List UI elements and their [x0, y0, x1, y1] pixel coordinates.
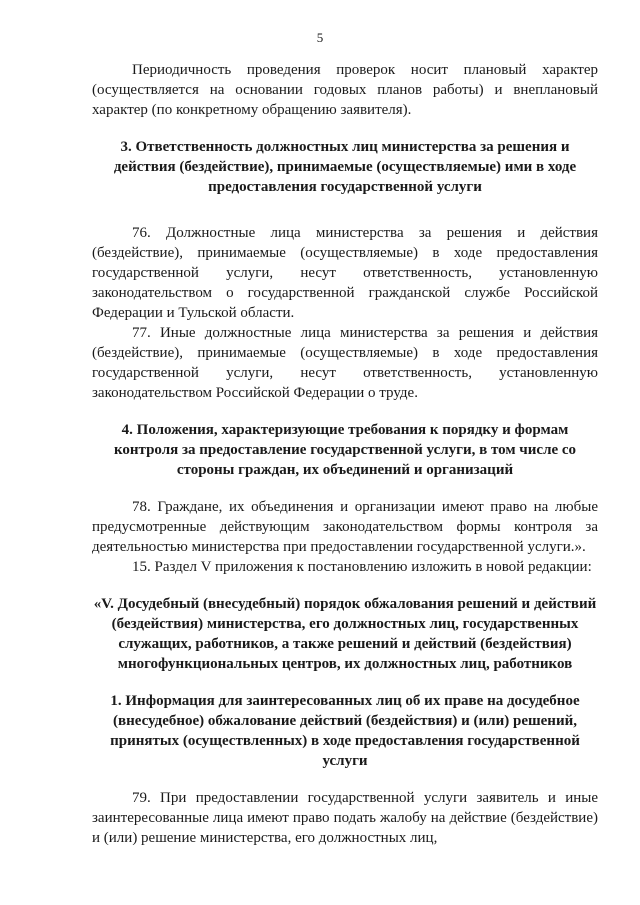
paragraph-15: 15. Раздел V приложения к постановлению изложить в новой редакции:: [132, 559, 592, 575]
paragraph-79: 79. При предоставлении государственной услуги заявитель и иные заинтересованные лица имеют право подать жалобу на действие (бездействие) и (или) решение министерства, его должностных лиц,: [92, 790, 598, 846]
paragraph-76: 76. Должностные лица министерства за решения и действия (бездействие), принимаемые (осуществляемые) в ходе предоставления государственной услуги, несут ответственность, установленную законодательством о государственной гражданской службе Российской Федерации и Тульской области.: [92, 225, 598, 321]
page-number: 5: [316, 30, 324, 45]
heading-section-4-control-requirements: 4. Положения, характеризующие требования к порядку и формам контроля за предоставление государственной услуги, в том числе со стороны граждан, их объединений и организаций: [113, 422, 577, 478]
heading-subsection-1-information: 1. Информация для заинтересованных лиц об их праве на досудебное (внесудебное) обжалование действий (бездействия) и (или) решений, принятых (осуществленных) в ходе предоставления государственной услуги: [110, 693, 580, 769]
paragraph-78: 78. Граждане, их объединения и организации имеют право на любые предусмотренные действующим законодательством формы контроля за деятельностью министерства при предоставлении государственной услуги.».: [92, 499, 598, 555]
document-body: [92, 60, 598, 848]
paragraph-inspection-frequency: Периодичность проведения проверок носит плановый характер (осуществляется на основании годовых планов работы) и внеплановый характер (по конкретному обращению заявителя).: [92, 62, 598, 118]
heading-section-3-responsibility: 3. Ответственность должностных лиц министерства за решения и действия (бездействие), принимаемые (осуществляемые) ими в ходе предоставления государственной услуги: [113, 139, 577, 195]
paragraph-77: 77. Иные должностные лица министерства за решения и действия (бездействие), принимаемые (осуществляемые) в ходе предоставления государственной услуги, несут ответственность, установленную законодательством Российской Федерации о труде.: [92, 325, 598, 401]
heading-section-v-appeal-procedure: «V. Досудебный (внесудебный) порядок обжалования решений и действий (бездействия) министерства, его должностных лиц, государственных служащих, работников, а также решений и действий (бездействия) многофункциональных центров, их должностных лиц, работников: [93, 596, 597, 672]
